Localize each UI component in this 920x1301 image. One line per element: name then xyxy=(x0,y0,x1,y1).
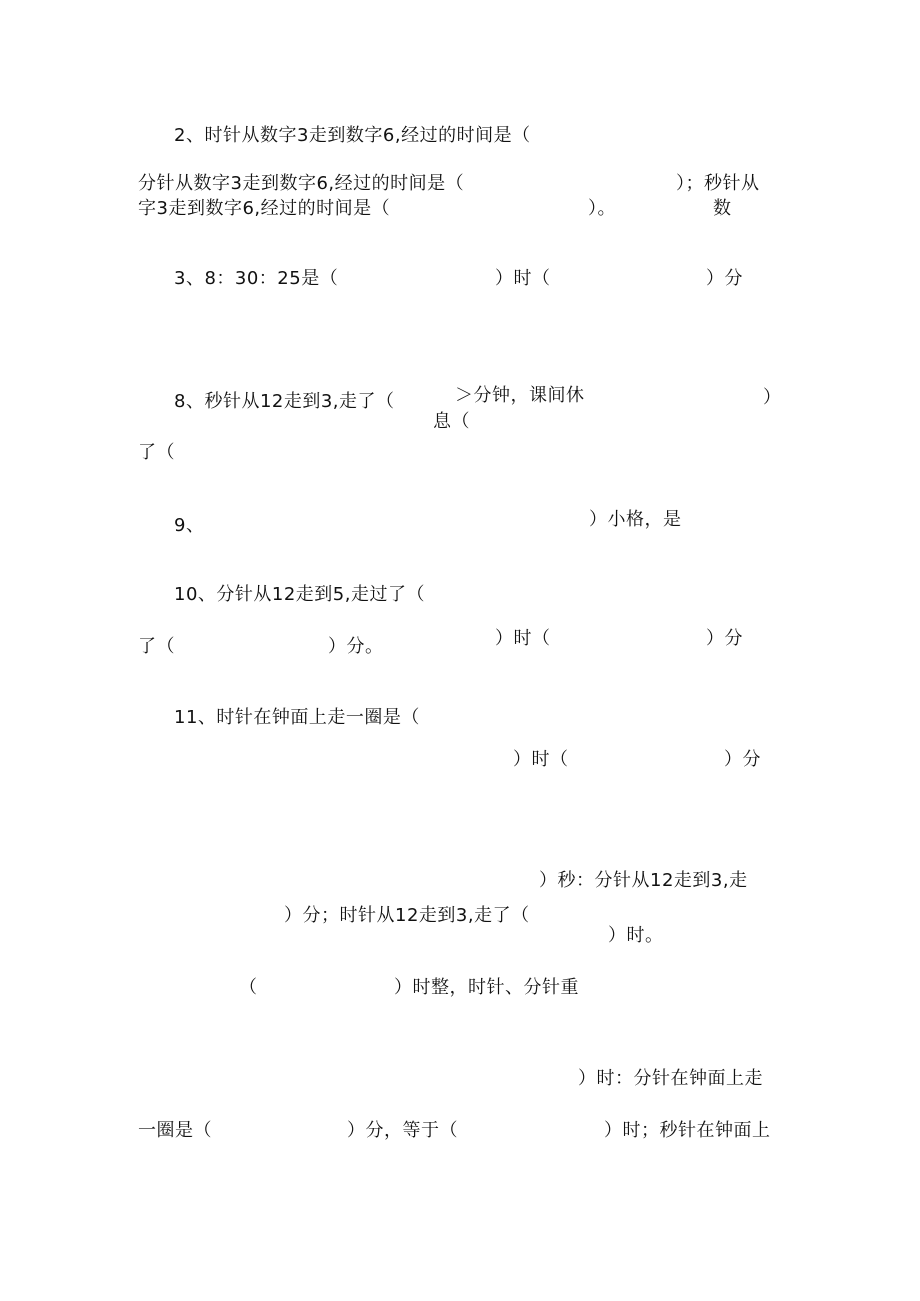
question-2-line-3: 字3走到数字6,经过的时间是（ xyxy=(138,198,391,219)
question-2-line-3-tail: ）。 xyxy=(588,198,616,219)
question-3-minutes: ）分 xyxy=(706,268,743,289)
question-10-line-2: 了（ xyxy=(138,636,175,657)
question-10-minutes-2: ）分 xyxy=(706,628,743,649)
question-3-hours: ）时（ xyxy=(495,268,551,289)
question-2-line-1: 2、时针从数字3走到数字6,经过的时间是（ xyxy=(174,125,531,146)
fragment-circle-line: 一圈是（ xyxy=(138,1120,212,1141)
question-9-number: 9、 xyxy=(174,515,205,536)
fragment-hours-end: ）时。 xyxy=(608,925,664,946)
question-9-tail: ）小格，是 xyxy=(589,509,682,530)
question-3-line: 3、8：30：25是（ xyxy=(174,268,339,289)
question-11-line: 11、时针在钟面上走一圈是（ xyxy=(174,707,420,728)
fragment-minute-hand-line: ）时：分针在钟面上走 xyxy=(578,1068,763,1089)
question-2-line-2-tail: ）；秒针从 xyxy=(676,173,760,194)
fragment-minutes-line: ）分；时针从12走到3,走了（ xyxy=(284,905,530,926)
fragment-open-paren: （ xyxy=(239,977,258,998)
fragment-seconds-line: ）秒：分针从12走到3,走 xyxy=(539,870,748,891)
question-10-minutes: ）分。 xyxy=(328,636,384,657)
fragment-equals: ）分，等于（ xyxy=(347,1120,458,1141)
question-8-break: 息（ xyxy=(433,411,470,432)
question-8-line-1: 8、秒针从12走到3,走了（ xyxy=(174,391,395,412)
question-8-close-paren: ） xyxy=(763,387,782,408)
question-2-line-2: 分针从数字3走到数字6,经过的时间是（ xyxy=(138,173,465,194)
question-10-hours: ）时（ xyxy=(495,628,551,649)
question-8-minutes: ＞分钟，课间休 xyxy=(455,385,585,406)
question-10-line-1: 10、分针从12走到5,走过了（ xyxy=(174,584,425,605)
fragment-overlap-line: ）时整，时针、分针重 xyxy=(394,977,579,998)
fragment-second-hand-line: ）时；秒针在钟面上 xyxy=(604,1120,771,1141)
question-11-minutes: ）分 xyxy=(724,749,761,770)
question-8-line-2: 了（ xyxy=(138,442,175,463)
question-11-hours: ）时（ xyxy=(513,749,569,770)
question-2-stray-char: 数 xyxy=(713,198,732,219)
